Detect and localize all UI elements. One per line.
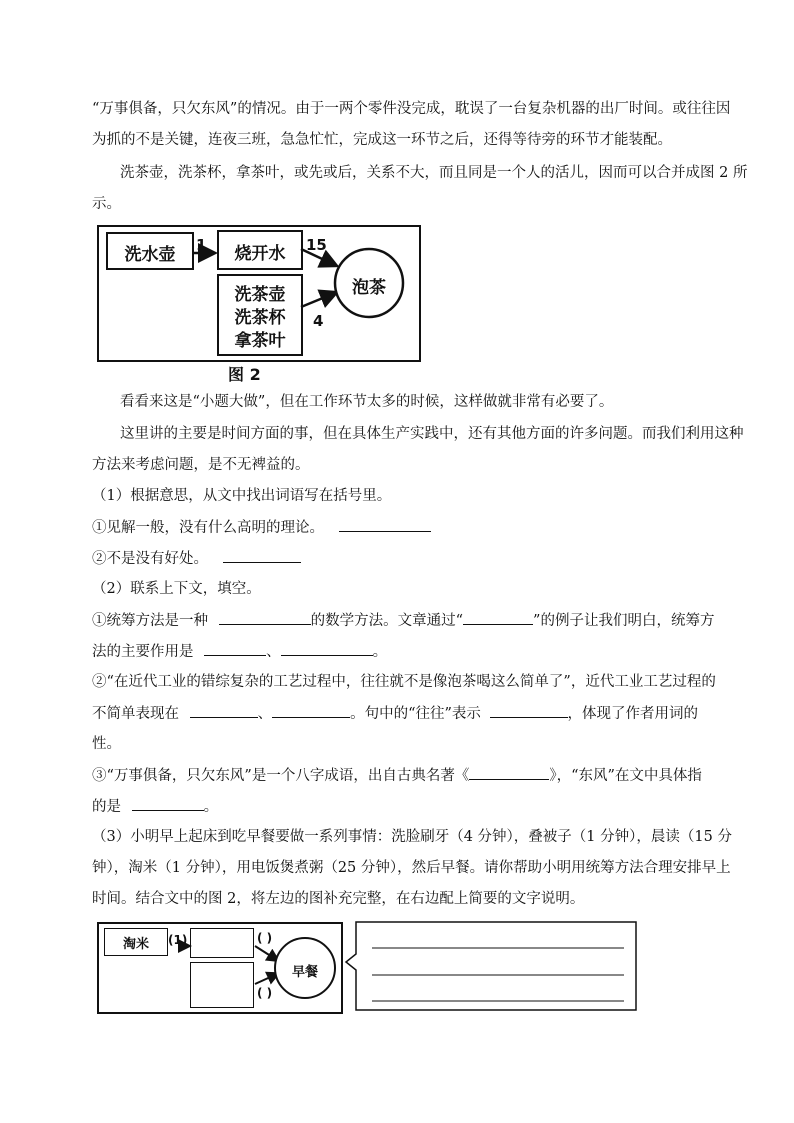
rice-wash-label: 淘米 [122, 937, 149, 952]
question-2-3 [92, 765, 722, 786]
boil-water-label: 烧开水 [234, 244, 286, 264]
figure-2-caption: 图 2 [228, 365, 261, 384]
answer-blank[interactable] [223, 548, 301, 563]
answer-blank[interactable] [469, 765, 549, 780]
question-text: 。 [372, 644, 388, 660]
paragraph-line: 看看来这是“小题大做”，但在工作环节太多的时候，这样做就非常有必要了。 [120, 394, 614, 410]
question-2-title: （2）联系上下文，填空。 [92, 581, 261, 597]
tea-prep-line: 洗茶壶 [234, 285, 286, 305]
question-text: ，体现了作者用词的 [567, 706, 699, 722]
question-1a-text: ①见解一般，没有什么高明的理论。 [92, 520, 324, 536]
paragraph-line: 示。 [92, 196, 121, 212]
time-label-4: 4 [313, 312, 324, 330]
question-text: 》，“东风”在文中具体指 [549, 768, 702, 784]
time-label-1: (1) [168, 933, 188, 947]
arrow-top-to-breakfast [255, 946, 277, 960]
answer-blank[interactable] [281, 641, 373, 656]
question-2-2-cont [92, 703, 722, 724]
answer-blank[interactable] [463, 610, 533, 625]
explanation-bubble [342, 918, 642, 1014]
question-text: 。 [203, 799, 219, 815]
question-3-line: 时间。结合文中的图 2，将左边的图补充完整，在右边配上简要的文字说明。 [92, 891, 585, 907]
question-text: 的数学方法。文章通过“ [310, 613, 464, 629]
tea-prep-line: 洗茶杯 [234, 308, 286, 328]
question-text: 、 [266, 644, 281, 660]
question-text: 、 [257, 706, 273, 722]
answer-blank[interactable] [219, 610, 311, 625]
wash-kettle-label: 洗水壶 [124, 245, 176, 265]
answer-blank[interactable] [132, 796, 204, 811]
duration-paren-top[interactable]: ( ) [257, 931, 273, 945]
question-3-line: （3）小明早上起床到吃早餐要做一系列事情：洗脸刷牙（4 分钟），叠被子（1 分钟），晨读（15 分 [92, 829, 732, 845]
brew-tea-label: 泡茶 [352, 278, 386, 298]
question-2-2: ②“在近代工业的错综复杂的工艺过程中，往往就不是像泡茶喝这么简单了”，近代工业工艺过程的 [92, 674, 716, 690]
question-1a [92, 517, 722, 538]
answer-blank[interactable] [190, 703, 258, 718]
question-2-2-end: 性。 [92, 736, 121, 752]
answer-blank[interactable] [490, 703, 568, 718]
duration-paren-bottom[interactable]: ( ) [257, 986, 273, 1000]
question-1-title: （1）根据意思，从文中找出词语写在括号里。 [92, 488, 392, 504]
time-label-15: 15 [306, 236, 327, 254]
question-text: 的是 [92, 799, 121, 815]
paragraph-line: 为抓的不是关键，连夜三班，急急忙忙，完成这一环节之后，还得等待旁的环节才能装配。 [92, 132, 672, 148]
tea-prep-line: 拿茶叶 [234, 331, 286, 351]
paragraph-line: 洗茶壶，洗茶杯，拿茶叶，或先或后，关系不大，而且同是一个人的活儿，因而可以合并成图 2 所 [120, 165, 748, 181]
question-2-1 [92, 610, 722, 631]
paragraph-line: “万事俱备，只欠东风”的情况。由于一两个零件没完成，耽误了一台复杂机器的出厂时间。或往往因 [92, 101, 731, 117]
question-text: 法的主要作用是 [92, 644, 194, 660]
bubble-outline [346, 922, 636, 1010]
question-text: ”的例子让我们明白，统筹方 [533, 613, 715, 629]
paragraph-line: 方法来考虑问题，是不无裨益的。 [92, 457, 310, 473]
question-text: ③“万事俱备，只欠东风”是一个八字成语，出自古典名著《 [92, 768, 470, 784]
arrow-bottom-to-breakfast [255, 974, 277, 984]
answer-blank[interactable] [272, 703, 350, 718]
paragraph-line: 这里讲的主要是时间方面的事，但在具体生产实践中，还有其他方面的许多问题。而我们利用这种 [120, 426, 744, 442]
question-text: 不简单表现在 [92, 706, 179, 722]
arrow-prep-to-tea [301, 293, 335, 307]
question-text: 。句中的“往往”表示 [350, 706, 481, 722]
question-3-line: 钟），淘米（1 分钟），用电饭煲煮粥（25 分钟），然后早餐。请你帮助小明用统筹方法合理安排早上 [92, 860, 731, 876]
answer-blank[interactable] [204, 641, 266, 656]
question-1b [92, 548, 722, 569]
question-2-1-cont [92, 641, 722, 662]
question-1b-text: ②不是没有好处。 [92, 551, 208, 567]
answer-blank[interactable] [339, 517, 431, 532]
breakfast-label: 早餐 [291, 965, 318, 980]
time-label-1: 1 [196, 236, 207, 254]
question-text: ①统筹方法是一种 [92, 613, 208, 629]
question-2-3-cont [92, 796, 722, 817]
